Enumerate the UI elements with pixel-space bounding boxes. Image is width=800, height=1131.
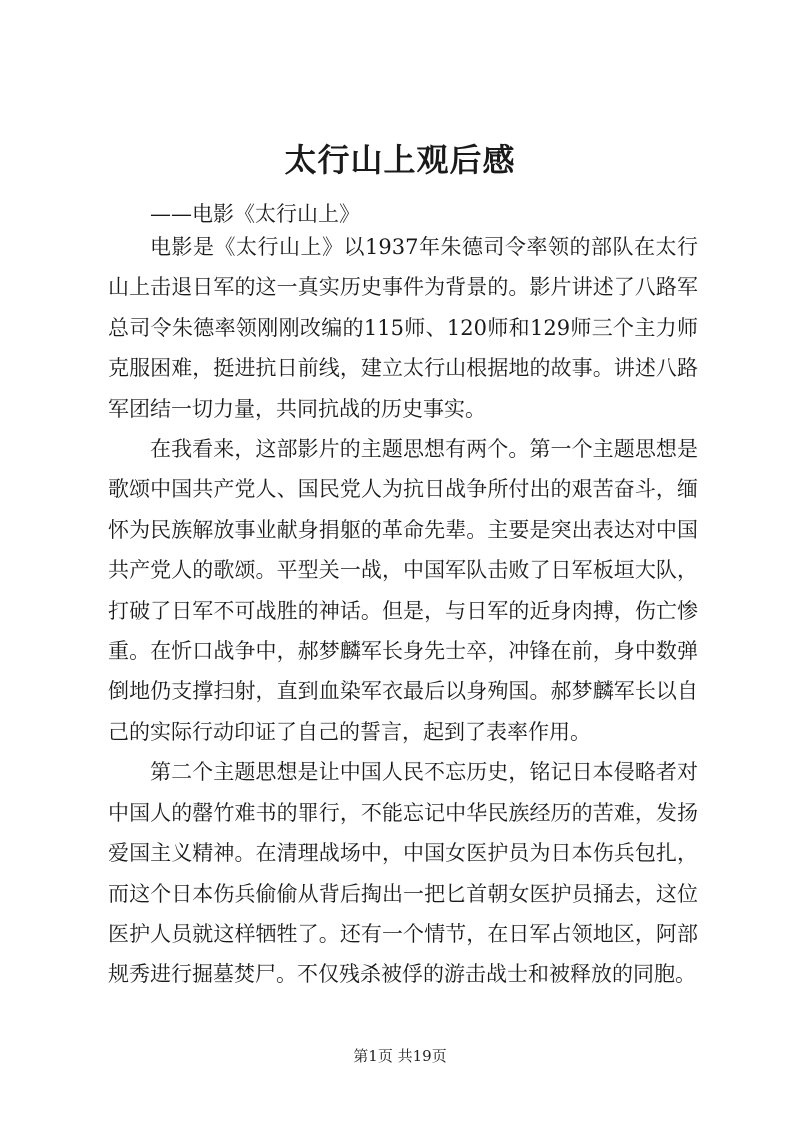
paragraph: 在我看来，这部影片的主题思想有两个。第一个主题思想是歌颂中国共产党人、国民党人为抗日战争所付出的艰苦奋斗，缅怀为民族解放事业献身捐躯的革命先辈。主要是突出表达对中国共产党人的歌颂。平型关一战，中国军队击败了日军板垣大队，打破了日军不可战胜的神话。但是，与日军的近身肉搏，伤亡惨重。在忻口战争中，郝梦麟军长身先士卒，冲锋在前，身中数弹倒地仍支撑扫射，直到血染军衣最后以身殉国。郝梦麟军长以自己的实际行动印证了自己的誓言，起到了表率作用。	[108, 437, 698, 744]
paragraph: 第二个主题思想是让中国人民不忘历史，铭记日本侵略者对中国人的罄竹难书的罪行，不能忘记中华民族经历的苦难，发扬爱国主义精神。在清理战场中，中国女医护员为日本伤兵包扎，而这个日本伤兵偷偷从背后掏出一把匕首朝女医护员捅去，这位医护人员就这样牺牲了。还有一个情节，在日军占领地区，阿部规秀进行掘墓焚尸。不仅残杀被俘的游击战士和被释放的同胞。	[108, 760, 698, 987]
paragraph: 电影是《太行山上》以1937年朱德司令率领的部队在太行山上击退日军的这一真实历史事件为背景的。影片讲述了八路军总司令朱德率领刚刚改编的115师、120师和129师三个主力师克服困难，挺进抗日前线，建立太行山根据地的故事。讲述八路军团结一切力量，共同抗战的历史事实。	[108, 235, 698, 421]
page-number-footer: 第1页 共19页	[353, 1047, 447, 1065]
document-body	[108, 227, 698, 995]
document-subtitle: ——电影《太行山上》	[150, 202, 360, 226]
document-title: 太行山上观后感	[284, 141, 516, 179]
